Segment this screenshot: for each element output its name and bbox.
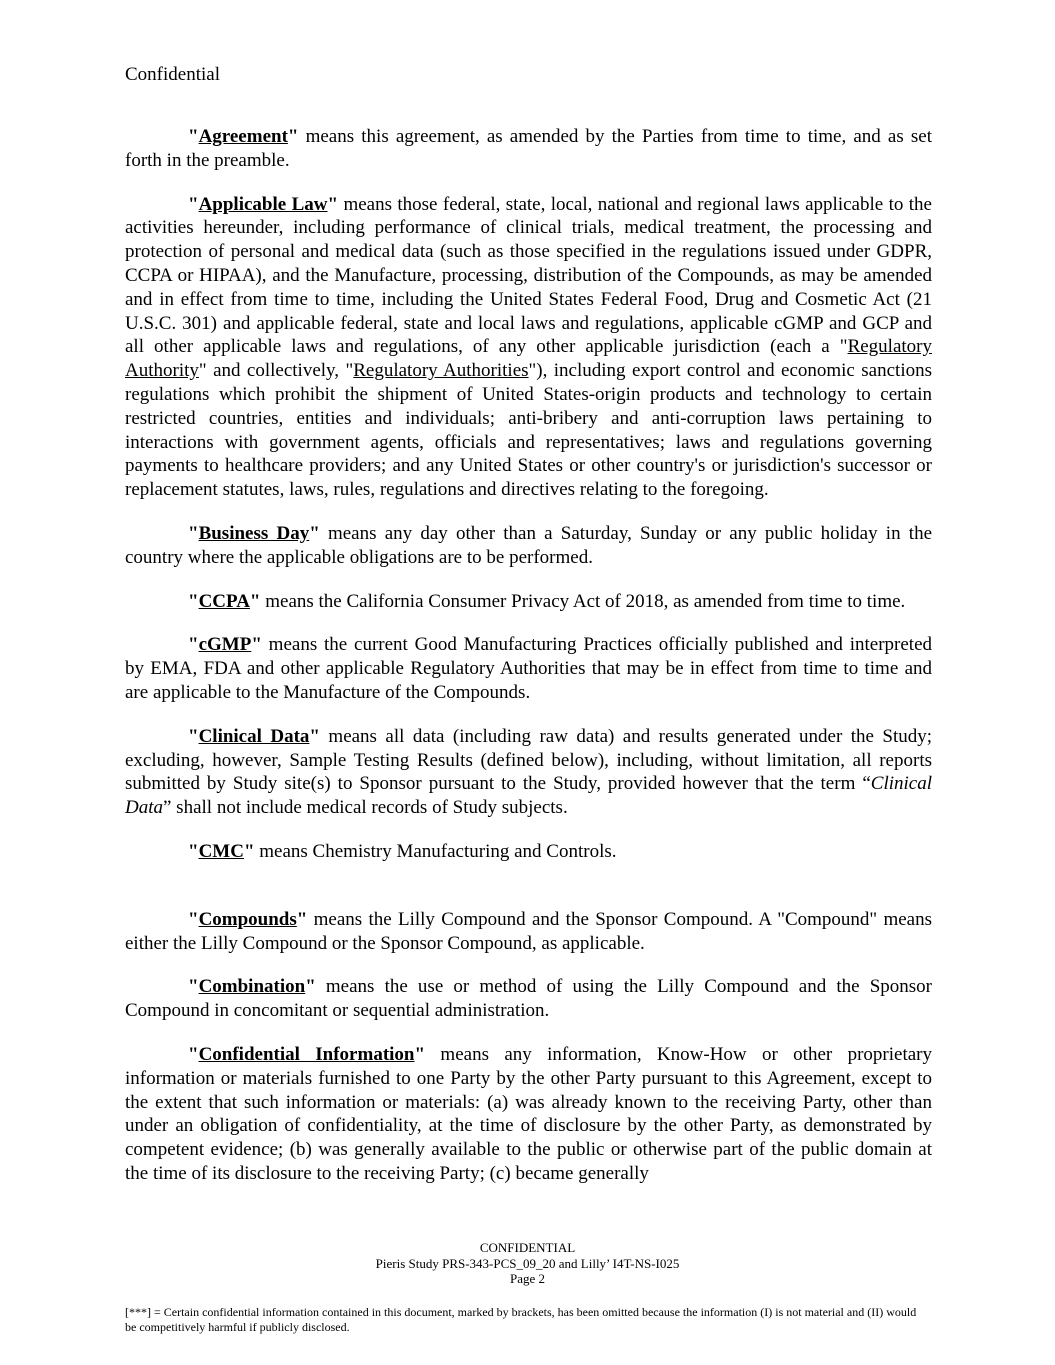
term-clinical-data: "Clinical Data" [188, 725, 320, 747]
definition-text: "), including export control and economic sanctions regulations which prohibit the shipment of United States-origin products and technology to certain restricted countries, entities and individuals; anti-bribery and anti-corruption laws pertaining to interactions with government agents, officials and representatives; laws and regulations governing payments to healthcare providers; and any United States or other country's or jurisdiction's successor or replacement statutes, laws, rules, regulations and directives relating to the foregoing. [125, 360, 932, 501]
term-cmc: "CMC" [188, 840, 255, 862]
term-business-day: "Business Day" [188, 522, 320, 544]
definition-combination [125, 975, 932, 1023]
term-ccpa: "CCPA" [188, 590, 261, 612]
definition-ccpa [125, 590, 932, 614]
term-cgmp: "cGMP" [188, 634, 262, 656]
confidential-header: Confidential [125, 64, 220, 85]
definition-confidential-information [125, 1043, 932, 1186]
definition-text: means the California Consumer Privacy Act of 2018, as amended from time to time. [260, 590, 906, 612]
footer-study: Pieris Study PRS-343-PCS_09_20 and Lilly’ I4T-NS-I025 [375, 1255, 680, 1271]
definition-text: ” shall not include medical records of Study subjects. [163, 797, 568, 819]
definition-text: means all data (including raw data) and results generated under the Study; excluding, however, Sample Testing Results (defined below), including, without limitation, all reports submitted by Study site(s) to Sponsor pursuant to the Study, provided however that the term “ [125, 725, 933, 795]
definition-text: means the use or method of using the Lilly Compound and the Sponsor Compound in concomitant or sequential administration. [125, 976, 932, 1022]
definition-business-day [125, 522, 932, 570]
definition-agreement [125, 125, 932, 173]
ref-regulatory-authorities: Regulatory Authorities [353, 360, 529, 382]
definition-text: means any information, Know-How or other proprietary information or materials furnished to one Party by the other Party pursuant to this Agreement, except to the extent that such information or materials: (a) was already known to the receiving Party, other than under an obligation of confidentiality, at the time of disclosure by the other Party, as demonstrated by competent evidence; (b) was generally available to the public or otherwise part of the public domain at the time of its disclosure to the receiving Party; (c) became generally [125, 1043, 932, 1184]
definition-text: means those federal, state, local, national and regional laws applicable to the activities hereunder, including performance of clinical trials, medical treatment, the processing and protection of personal and medical data (such as those specified in the regulations issued under GDPR, CCPA or HIPAA), and the Manufacture, processing, distribution of the Compounds, as may be amended and in effect from time to time, including the United States Federal Food, Drug and Cosmetic Act (21 U.S.C. 301) and applicable federal, state and local laws and regulations, applicable cGMP and GCP and all other applicable laws and regulations, of any other applicable jurisdiction (each a " [125, 193, 932, 358]
footer-confidential: CONFIDENTIAL [479, 1240, 576, 1255]
definition-text: means any day other than a Saturday, Sunday or any public holiday in the country where the applicable obligations are to be performed. [125, 522, 933, 568]
definition-text: means the current Good Manufacturing Practices officially published and interpreted by EMA, FDA and other applicable Regulatory Authorities that may be in effect from time to time and are applicable to the Manufacture of the Compounds. [125, 634, 932, 703]
ref-regulatory-authority: Regulatory Authority [125, 336, 932, 382]
redaction-note: [***] = Certain confidential information contained in this document, marked by brackets, has been omitted because the information (I) is not material and (II) would be competitively harmful if publicly disclosed. [125, 1305, 917, 1334]
definition-compounds [125, 908, 932, 956]
definition-applicable-law [125, 193, 932, 502]
definition-text: means Chemistry Manufacturing and Controls. [254, 840, 617, 862]
definition-text: " and collectively, " [198, 360, 354, 382]
page-footer [0, 1240, 1055, 1287]
italic-term: Clinical Data [125, 773, 932, 819]
term-agreement: "Agreement" [188, 126, 299, 147]
term-compounds: "Compounds" [188, 908, 308, 930]
definition-text: means the Lilly Compound and the Sponsor Compound. A "Compound" means either the Lilly Compound or the Sponsor Compound, as applicable. [125, 908, 932, 954]
term-confidential-information: "Confidential Information" [188, 1043, 426, 1065]
definition-text: means this agreement, as amended by the Parties from time to time, and as set forth in the preamble. [125, 126, 932, 171]
page-number: Page 2 [509, 1271, 546, 1286]
definition-cmc [125, 840, 932, 864]
definition-clinical-data [125, 725, 932, 820]
definitions-body [125, 125, 932, 1206]
term-applicable-law: "Applicable Law" [188, 193, 339, 215]
definition-cgmp [125, 633, 932, 704]
term-combination: "Combination" [188, 976, 316, 998]
